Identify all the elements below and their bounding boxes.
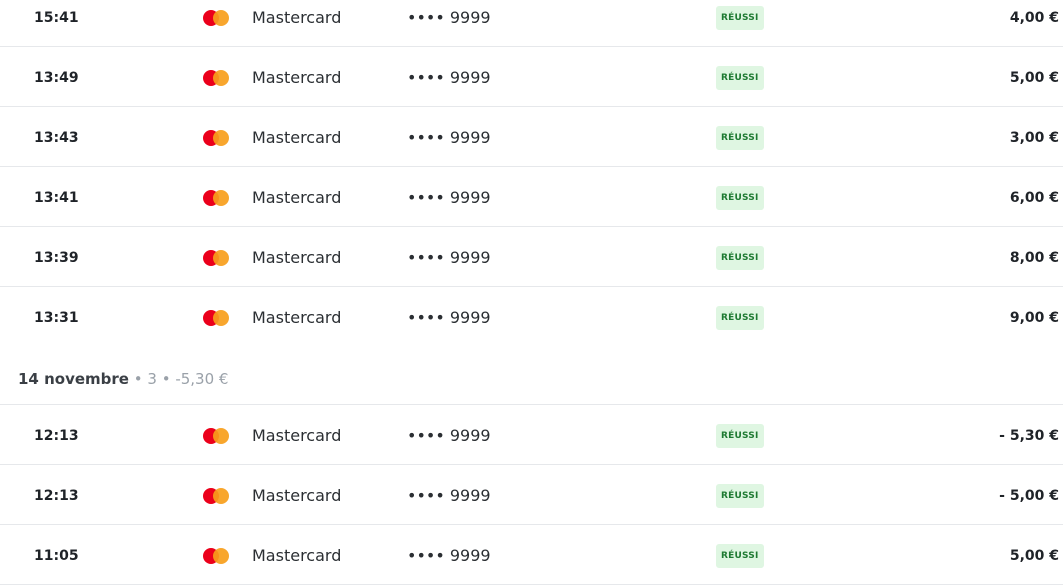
card-brand: Mastercard [252, 426, 342, 445]
transaction-row[interactable] [0, 107, 1063, 167]
status-badge: RÉUSSI [716, 544, 764, 568]
mastercard-logo-icon [203, 70, 231, 86]
transaction-row[interactable] [0, 0, 1063, 47]
mastercard-logo-icon [203, 130, 231, 146]
status-badge: RÉUSSI [716, 484, 764, 508]
transaction-time: 15:41 [34, 10, 79, 26]
card-brand: Mastercard [252, 188, 342, 207]
group-separator: • [128, 370, 148, 388]
transaction-row[interactable] [0, 47, 1063, 107]
transaction-time: 13:31 [34, 310, 79, 326]
transaction-time: 13:43 [34, 130, 79, 146]
status-badge: RÉUSSI [716, 306, 764, 330]
mastercard-logo-icon [203, 10, 231, 26]
group-separator: • [156, 370, 176, 388]
card-brand: Mastercard [252, 308, 342, 327]
transaction-time: 13:41 [34, 190, 79, 206]
transaction-amount: - 5,30 € [999, 428, 1059, 444]
transaction-time: 12:13 [34, 428, 79, 444]
card-last4: •••• 9999 [407, 308, 491, 327]
transaction-amount: 3,00 € [1009, 130, 1059, 146]
status-badge: RÉUSSI [716, 424, 764, 448]
transaction-row[interactable] [0, 465, 1063, 525]
card-last4: •••• 9999 [407, 546, 491, 565]
card-last4: •••• 9999 [407, 426, 491, 445]
card-last4: •••• 9999 [407, 68, 491, 87]
transaction-amount: 5,00 € [1009, 548, 1059, 564]
card-brand: Mastercard [252, 486, 342, 505]
transaction-amount: - 5,00 € [999, 488, 1059, 504]
status-badge: RÉUSSI [716, 186, 764, 210]
transaction-row[interactable] [0, 167, 1063, 227]
status-badge: RÉUSSI [716, 246, 764, 270]
card-brand: Mastercard [252, 248, 342, 267]
mastercard-logo-icon [203, 428, 231, 444]
group-total: -5,30 € [175, 370, 229, 388]
mastercard-logo-icon [203, 190, 231, 206]
status-badge: RÉUSSI [716, 126, 764, 150]
mastercard-logo-icon [203, 310, 231, 326]
card-last4: •••• 9999 [407, 188, 491, 207]
transaction-row[interactable] [0, 525, 1063, 585]
card-last4: •••• 9999 [407, 248, 491, 267]
status-badge: RÉUSSI [716, 6, 764, 30]
card-brand: Mastercard [252, 8, 342, 27]
card-brand: Mastercard [252, 68, 342, 87]
status-badge: RÉUSSI [716, 66, 764, 90]
transaction-time: 11:05 [34, 548, 79, 564]
mastercard-logo-icon [203, 250, 231, 266]
transaction-amount: 6,00 € [1009, 190, 1059, 206]
card-brand: Mastercard [252, 128, 342, 147]
transaction-time: 13:39 [34, 250, 79, 266]
card-last4: •••• 9999 [407, 8, 491, 27]
transaction-row[interactable] [0, 287, 1063, 346]
card-brand: Mastercard [252, 546, 342, 565]
transaction-amount: 9,00 € [1009, 310, 1059, 326]
mastercard-logo-icon [203, 488, 231, 504]
transaction-amount: 5,00 € [1009, 70, 1059, 86]
date-group-header [0, 346, 1063, 404]
transaction-time: 13:49 [34, 70, 79, 86]
transaction-amount: 4,00 € [1009, 10, 1059, 26]
transaction-row[interactable] [0, 227, 1063, 287]
group-count: 3 [147, 370, 157, 388]
transaction-time: 12:13 [34, 488, 79, 504]
transaction-row[interactable] [0, 404, 1063, 465]
group-date: 14 novembre [18, 370, 129, 388]
card-last4: •••• 9999 [407, 128, 491, 147]
transaction-amount: 8,00 € [1009, 250, 1059, 266]
card-last4: •••• 9999 [407, 486, 491, 505]
